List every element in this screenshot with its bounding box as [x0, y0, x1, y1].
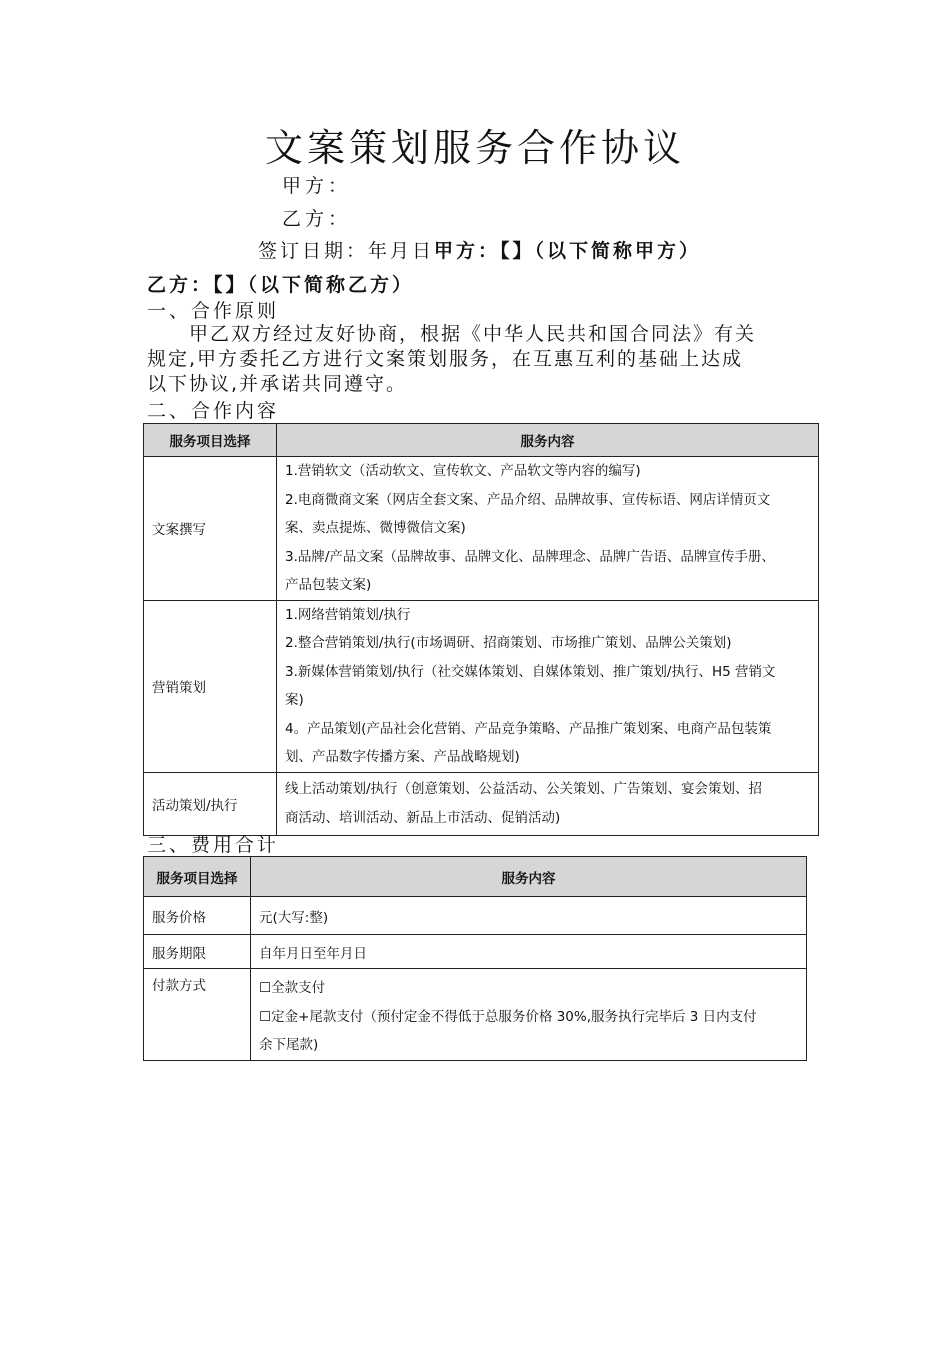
content-line: 商活动、培训活动、新品上市活动、促销活动): [285, 809, 561, 826]
payment-options: [251, 969, 807, 1061]
content-line: 划、产品数字传播方案、产品战略规划): [285, 749, 520, 765]
document-title: 文案策划服务合作协议: [264, 126, 685, 170]
content-line: 3.新媒体营销策划/执行（社交媒体策划、自媒体策划、推广策划/执行、H5 营销文: [285, 663, 776, 680]
paragraph-line: 以下协议,并承诺共同遵守。: [147, 373, 408, 395]
table-row: [144, 935, 807, 969]
content-line: 2.电商微商文案（网店全套文案、产品介绍、品牌故事、宣传标语、网店详情页文: [285, 491, 771, 508]
content-line: 1.网络营销策划/执行: [285, 606, 411, 623]
content-line: 案、卖点提炼、微博微信文案): [285, 520, 466, 536]
content-line: 案): [285, 692, 304, 708]
party-a-full: 甲方：【】（以下简称甲方）: [434, 240, 702, 262]
sign-line: [258, 236, 701, 266]
payment-option-full[interactable]: ☐全款支付: [259, 980, 326, 996]
content-line: 4。产品策划(产品社会化营销、产品竞争策略、产品推广策划案、电商产品包装策: [285, 720, 772, 737]
section1-heading: 一、合作原则: [147, 300, 280, 322]
cooperation-content-table: [143, 423, 819, 836]
table-header-row: [144, 857, 807, 897]
sign-date: 签订日期：年月日: [258, 240, 435, 262]
price-value: 元(大写:整): [251, 897, 807, 935]
section2-heading: 二、合作内容: [147, 400, 280, 422]
content-line: 线上活动策划/执行（创意策划、公益活动、公关策划、广告策划、宴会策划、招: [285, 781, 763, 797]
col-header-content: 服务内容: [251, 857, 807, 897]
col-header-item: 服务项目选择: [144, 857, 251, 897]
col-header-item: 服务项目选择: [144, 424, 277, 457]
table-row: [144, 969, 807, 1061]
row-item: 文案撰写: [144, 457, 277, 601]
row-content: [277, 457, 819, 601]
party-a-label: 甲方：: [282, 175, 352, 197]
col-header-content: 服务内容: [277, 424, 819, 457]
payment-option-deposit[interactable]: ☐定金+尾款支付（预付定金不得低于总服务价格 30%,服务执行完毕后 3 日内支付: [259, 1008, 757, 1025]
paragraph-line: 规定,甲方委托乙方进行文案策划服务，在互惠互利的基础上达成: [147, 348, 744, 370]
content-line: 2.整合营销策划/执行(市场调研、招商策划、市场推广策划、品牌公关策划): [285, 635, 732, 651]
content-line: 1.营销软文（活动软文、宣传软文、产品软文等内容的编写): [285, 463, 641, 479]
table-row: [144, 600, 819, 772]
party-b-label: 乙方：: [282, 208, 352, 230]
period-value: 自年月日至年月日: [251, 935, 807, 969]
table-header-row: [144, 424, 819, 457]
payment-label: 付款方式: [144, 969, 251, 1061]
table-row: [144, 897, 807, 935]
row-content: [277, 600, 819, 772]
fee-table: [143, 856, 807, 1061]
table-row: [144, 457, 819, 601]
period-label: 服务期限: [144, 935, 251, 969]
paragraph-line: 甲乙双方经过友好协商，根据《中华人民共和国合同法》有关: [147, 323, 757, 345]
content-line: 产品包装文案): [285, 577, 372, 593]
section3-heading: 三、费用合计: [147, 834, 280, 856]
payment-option-deposit-cont: 余下尾款): [259, 1037, 319, 1053]
section1-paragraph: [147, 322, 807, 397]
row-content: [277, 772, 819, 835]
row-item: 活动策划/执行: [144, 772, 277, 835]
row-item: 营销策划: [144, 600, 277, 772]
price-label: 服务价格: [144, 897, 251, 935]
party-b-full: 乙方：【】（以下简称乙方）: [147, 274, 415, 296]
table-row: [144, 772, 819, 835]
content-line: 3.品牌/产品文案（品牌故事、品牌文化、品牌理念、品牌广告语、品牌宣传手册、: [285, 548, 775, 565]
